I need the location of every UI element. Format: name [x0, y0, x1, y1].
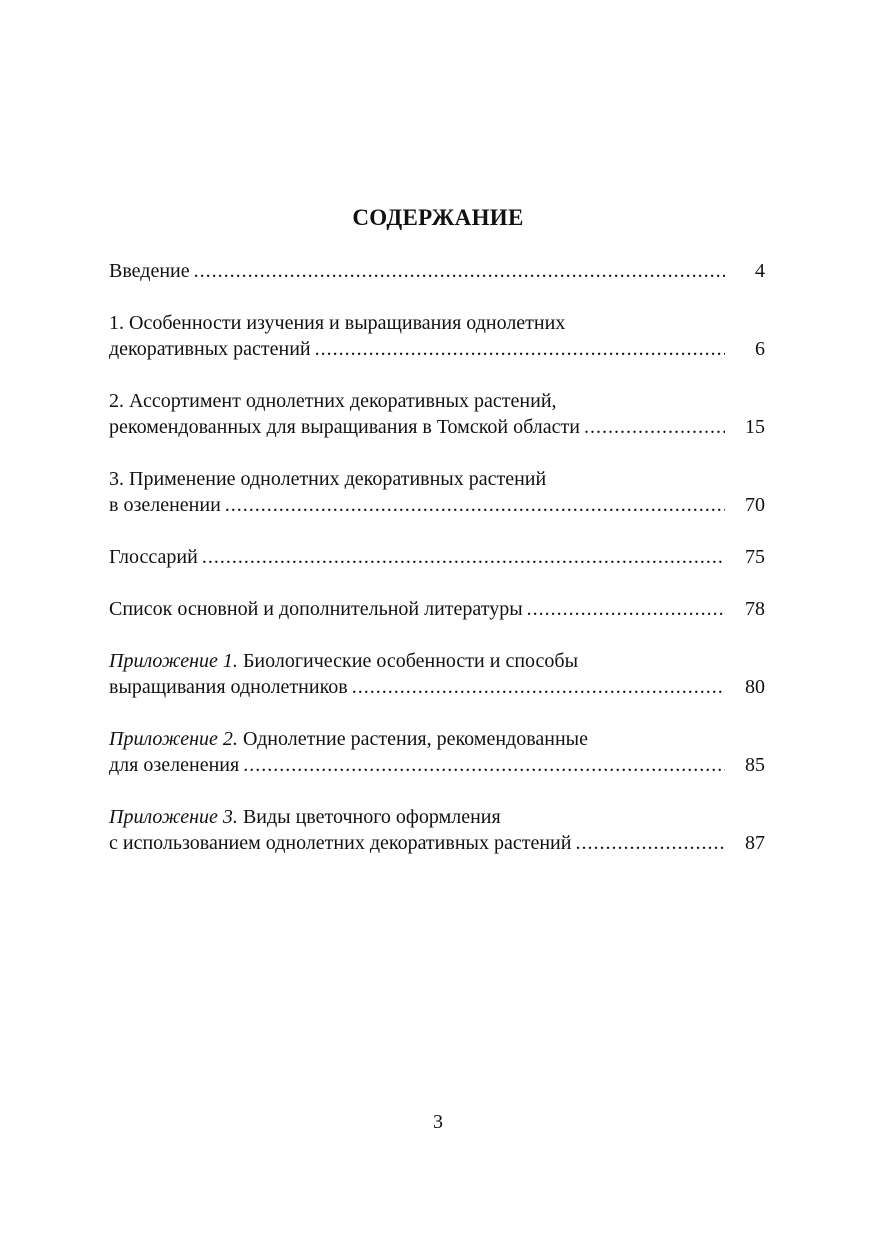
toc-line	[109, 726, 765, 752]
toc-page-number: 87	[745, 832, 765, 854]
dot-leader	[202, 544, 725, 570]
toc-entry-appendix-2[interactable]	[109, 726, 765, 778]
dot-leader	[352, 674, 725, 700]
dot-leader	[194, 258, 725, 284]
toc-entry-chapter-2[interactable]	[109, 388, 765, 440]
toc-entry-text: в озеленении	[109, 494, 221, 516]
toc-line	[109, 492, 765, 518]
toc-line	[109, 544, 765, 570]
toc-entry-text: рекомендованных для выращивания в Томской области	[109, 416, 580, 438]
toc-entry-text: декоративных растений	[109, 338, 311, 360]
toc-entry-text: 2. Ассортимент однолетних декоративных растений,	[109, 390, 557, 412]
toc-entry-text: Список основной и дополнительной литературы	[109, 598, 523, 620]
toc-page-number: 4	[755, 260, 765, 282]
toc-page-number: 70	[745, 494, 765, 516]
table-of-contents	[109, 258, 765, 882]
toc-page-number: 80	[745, 676, 765, 698]
toc-line	[109, 596, 765, 622]
dot-leader	[527, 596, 725, 622]
page-title: СОДЕРЖАНИЕ	[352, 205, 524, 230]
dot-leader	[584, 414, 725, 440]
toc-entry-text: 3. Применение однолетних декоративных растений	[109, 468, 547, 490]
dot-leader	[315, 336, 725, 362]
toc-entry-text: выращивания однолетников	[109, 676, 348, 698]
toc-entry-appendix-1[interactable]	[109, 648, 765, 700]
appendix-label: Приложение 1.	[109, 650, 238, 672]
toc-entry-text-part: Биологические особенности и способы	[237, 650, 579, 672]
toc-line	[109, 674, 765, 700]
appendix-label: Приложение 2.	[109, 728, 238, 750]
toc-line	[109, 336, 765, 362]
toc-page-number: 75	[745, 546, 765, 568]
toc-entry-text-part: Однолетние растения, рекомендованные	[237, 728, 588, 750]
page-footer-number: 3	[433, 1111, 443, 1133]
dot-leader	[575, 830, 725, 856]
toc-page-number: 15	[745, 416, 765, 438]
toc-line	[109, 388, 765, 414]
toc-entry-text	[109, 726, 588, 752]
toc-entry-text: Глоссарий	[109, 546, 198, 568]
toc-entry-chapter-3[interactable]	[109, 466, 765, 518]
dot-leader	[243, 752, 725, 778]
toc-page-number: 6	[755, 338, 765, 360]
toc-entry-appendix-3[interactable]	[109, 804, 765, 856]
toc-line	[109, 830, 765, 856]
toc-entry-literature[interactable]	[109, 596, 765, 622]
appendix-label: Приложение 3.	[109, 806, 238, 828]
toc-line	[109, 648, 765, 674]
toc-entry-text	[109, 804, 501, 830]
toc-entry-chapter-1[interactable]	[109, 310, 765, 362]
dot-leader	[225, 492, 725, 518]
toc-line	[109, 258, 765, 284]
toc-entry-glossary[interactable]	[109, 544, 765, 570]
toc-entry-introduction[interactable]	[109, 258, 765, 284]
toc-line	[109, 310, 765, 336]
toc-entry-text-part: Виды цветочного оформления	[237, 806, 501, 828]
toc-line	[109, 414, 765, 440]
toc-entry-text: с использованием однолетних декоративных растений	[109, 832, 572, 854]
toc-entry-text: для озеленения	[109, 754, 240, 776]
toc-page-number: 85	[745, 754, 765, 776]
toc-line	[109, 804, 765, 830]
toc-entry-text: 1. Особенности изучения и выращивания однолетних	[109, 312, 566, 334]
toc-entry-text	[109, 648, 578, 674]
toc-line	[109, 466, 765, 492]
toc-entry-text: Введение	[109, 260, 190, 282]
toc-page-number: 78	[745, 598, 765, 620]
toc-line	[109, 752, 765, 778]
